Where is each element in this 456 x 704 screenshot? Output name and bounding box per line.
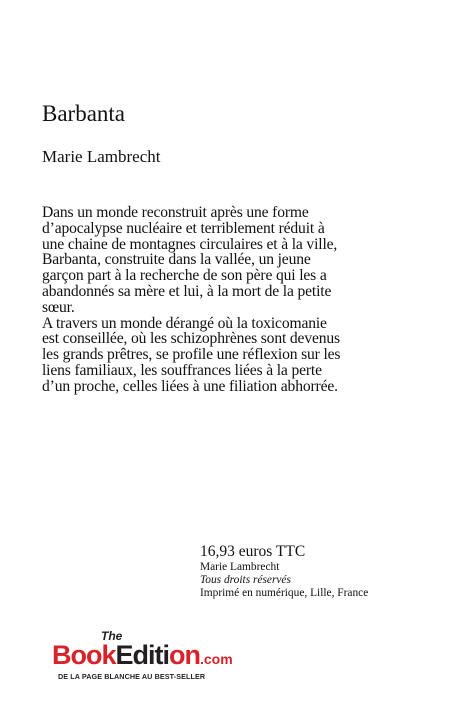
logo-tagline: DE LA PAGE BLANCHE AU BEST-SELLER [58, 672, 206, 681]
logo-the: The [101, 629, 123, 643]
printing-notice: Imprimé en numérique, Lille, France [200, 587, 369, 599]
logo-pen-letters: on [169, 640, 200, 670]
logo-book: Book [52, 640, 116, 670]
price: 16,93 euros TTC [200, 543, 306, 560]
book-title: Barbanta [42, 101, 126, 126]
colophon-author: Marie Lambrecht [200, 561, 280, 573]
book-summary [42, 205, 342, 395]
colophon [200, 543, 368, 600]
logo-domain: .com [200, 651, 233, 667]
bookedition-logo [52, 629, 262, 689]
logo-edition: Editi [115, 640, 169, 670]
summary-paragraph: A travers un monde dérangé où la toxicomanie est conseillée, où les schizophrènes sont devenus les grands prêtres, se profile une réflexion sur les liens familiaux, les souffrances liées à la perte d’un proche, celles liées à une filiation abhorrée. [42, 314, 341, 395]
rights-notice: Tous droits réservés [200, 574, 291, 586]
summary-paragraph: Dans un monde reconstruit après une forme d’apocalypse nucléaire et terriblement réduit à une chaine de montagnes circulaires et à la ville, Barbanta, construite dans la vallée, un jeune garçon part à la recherche de son père qui les a abandonnés sa mère et lui, à la mort de la petite sœur. [42, 204, 338, 316]
logo-wordmark [52, 640, 233, 674]
book-author: Marie Lambrecht [42, 147, 161, 166]
